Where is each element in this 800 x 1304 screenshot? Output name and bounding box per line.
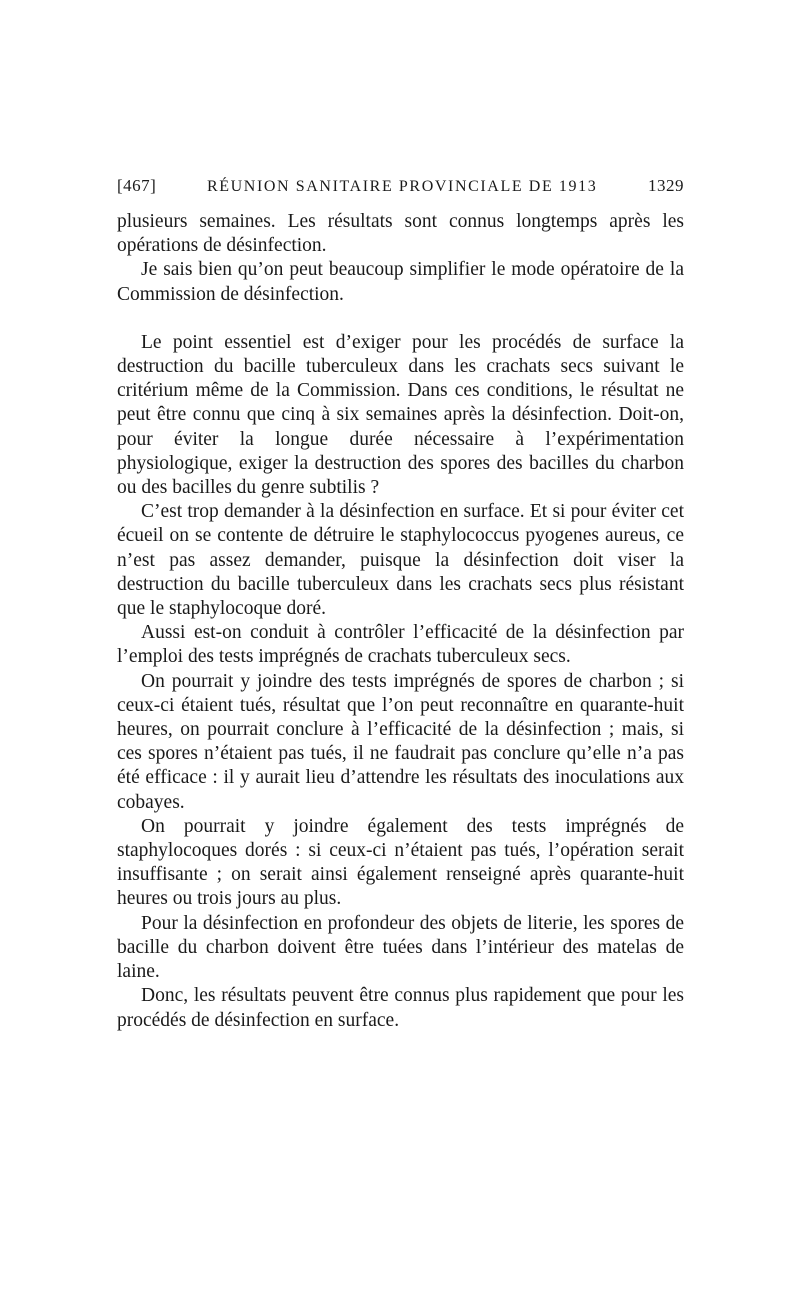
body-text [117, 210, 684, 1033]
paragraph: Donc, les résultats peuvent être connus plus rapidement que pour les procédés de désinfection en surface. [117, 985, 684, 1031]
page-number: 1329 [647, 176, 684, 195]
paragraph: Aussi est-on conduit à contrôler l’efficacité de la désinfection par l’emploi des tests imprégnés de crachats tuberculeux secs. [117, 622, 684, 668]
paragraph: Pour la désinfection en profondeur des objets de literie, les spores de bacille du charbon doivent être tuées dans l’intérieur des matelas de laine. [117, 912, 684, 983]
running-header [117, 176, 684, 202]
running-title: RÉUNION SANITAIRE PROVINCIALE DE 1913 [206, 178, 598, 195]
paragraph: Je sais bien qu’on peut beaucoup simplifier le mode opératoire de la Commission de désinfection. [117, 259, 684, 305]
paragraph: On pourrait y joindre également des tests imprégnés de staphylocoques dorés : si ceux-ci n’étaient pas tués, l’opération serait insuffisante ; on serait ainsi également renseigné après quarante-huit heures ou trois jours au plus. [117, 815, 684, 910]
paragraph: Le point essentiel est d’exiger pour les procédés de surface la destruction du bacille tuberculeux dans les crachats secs suivant le critérium même de la Commission. Dans ces conditions, le résultat ne peut être connu que cinq à six semaines après la désinfection. Doit-on, pour éviter la longue durée nécessaire à l’expérimentation physiologique, exiger la destruction des spores des bacilles du charbon ou des bacilles du genre subtilis ? [117, 331, 684, 499]
paragraph: On pourrait y joindre des tests imprégnés de spores de charbon ; si ceux-ci étaient tués, résultat que l’on peut reconnaître en quarante-huit heures, on pourrait conclure à l’efficacité de la désinfection ; mais, si ces spores n’étaient pas tués, il ne faudrait pas conclure qu’elle n’a pas été efficace : il y aurait lieu d’attendre les résultats des inoculations aux cobayes. [117, 670, 684, 813]
book-page [117, 176, 684, 1033]
section-number: [467] [117, 176, 157, 195]
paragraph: plusieurs semaines. Les résultats sont connus longtemps après les opérations de désinfection. [117, 211, 684, 257]
paragraph: C’est trop demander à la désinfection en surface. Et si pour éviter cet écueil on se contente de détruire le staphylococcus pyogenes aureus, ce n’est pas assez demander, puisque la désinfection doit viser la destruction du bacille tuberculeux dans les crachats secs plus résistant que le staphylocoque doré. [117, 501, 684, 620]
